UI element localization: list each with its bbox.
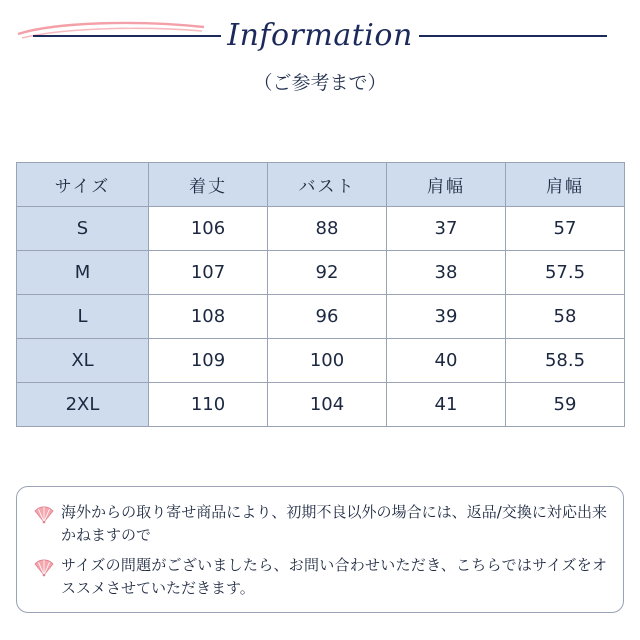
page-subtitle: （ご参考まで） [253,72,387,94]
note-text: 海外からの取り寄せ商品により、初期不良以外の場合には、返品/交換に対応出来かねますので [61,503,607,545]
size-table [16,162,625,427]
notes-box [16,486,624,613]
page-header [0,0,640,94]
table-cell: 88 [268,207,387,251]
table-row [17,295,625,339]
table-cell: 58 [506,295,625,339]
table-row [17,207,625,251]
row-size-label: M [17,251,149,295]
title-rule-left [33,35,221,37]
page-title: Information [227,18,413,53]
note-text: サイズの問題がございましたら、お問い合わせいただき、こちらではサイズをオススメさせていただきます。 [61,555,607,597]
folding-fan-icon [33,557,55,577]
table-cell: 107 [149,251,268,295]
table-cell: 37 [387,207,506,251]
table-cell: 106 [149,207,268,251]
row-size-label: 2XL [17,383,149,427]
size-table-wrapper [16,162,624,427]
table-column-header: バスト [268,163,387,207]
table-cell: 108 [149,295,268,339]
table-cell: 39 [387,295,506,339]
table-cell: 59 [506,383,625,427]
table-cell: 104 [268,383,387,427]
table-header-row [17,163,625,207]
table-column-header: 肩幅 [506,163,625,207]
row-size-label: L [17,295,149,339]
table-cell: 41 [387,383,506,427]
row-size-label: S [17,207,149,251]
table-cell: 110 [149,383,268,427]
table-row [17,339,625,383]
title-row [0,16,640,56]
table-cell: 92 [268,251,387,295]
table-column-header: 肩幅 [387,163,506,207]
table-cell: 100 [268,339,387,383]
title-rule-right [419,35,607,37]
folding-fan-icon [33,504,55,524]
table-cell: 58.5 [506,339,625,383]
note-item [33,501,607,548]
table-cell: 57 [506,207,625,251]
table-column-header: サイズ [17,163,149,207]
table-cell: 38 [387,251,506,295]
table-cell: 40 [387,339,506,383]
note-item [33,554,607,601]
table-row [17,251,625,295]
table-cell: 96 [268,295,387,339]
table-cell: 109 [149,339,268,383]
table-cell: 57.5 [506,251,625,295]
table-column-header: 着丈 [149,163,268,207]
table-row [17,383,625,427]
row-size-label: XL [17,339,149,383]
